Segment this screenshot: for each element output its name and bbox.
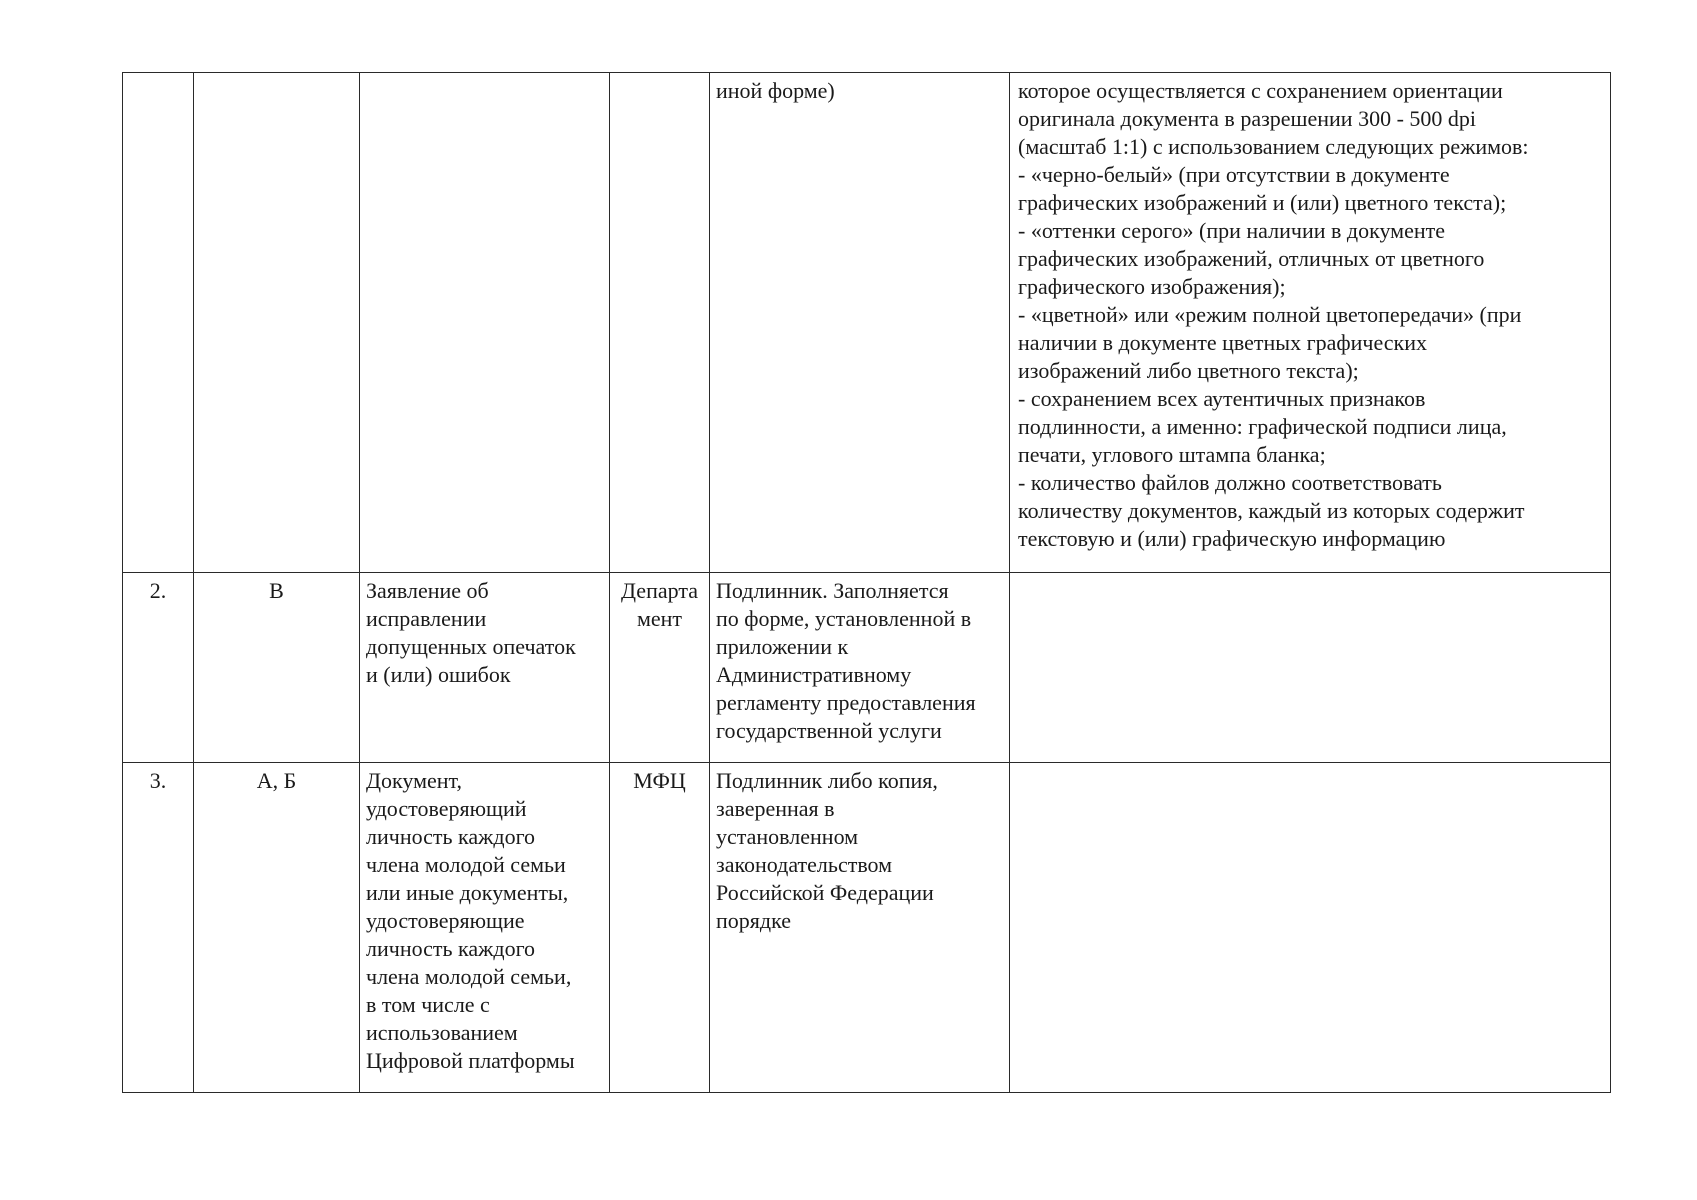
requirements-cell [710,763,1010,1093]
document-name-line: или иные документы, [366,880,569,905]
category-value: В [269,578,284,603]
scan-requirements-line: наличии в документе цветных графических [1018,330,1427,355]
documents-table [122,72,1611,1093]
source-cell [610,763,710,1093]
table-row [123,573,1611,763]
scan-requirements-line: - сохранением всех аутентичных признаков [1018,386,1426,411]
document-name-line: члена молодой семьи [366,852,566,877]
requirements-line: Российской Федерации [716,880,934,905]
document-name-line: исправлении [366,606,487,631]
scan-requirements-line: изображений либо цветного текста); [1018,358,1359,383]
row-number-cell [123,573,194,763]
requirements-line: по форме, установленной в [716,606,972,631]
scan-requirements-line: (масштаб 1:1) с использованием следующих режимов: [1018,134,1529,159]
requirements-cell [710,573,1010,763]
requirements-line: приложении к [716,634,849,659]
category-cell [194,73,360,573]
document-name-line: в том числе с [366,992,490,1017]
scan-requirements-line: - количество файлов должно соответствовать [1018,470,1442,495]
requirements-line: Подлинник. Заполняется [716,578,949,603]
category-cell [194,573,360,763]
source-line: Департа [621,578,698,603]
scan-requirements-cell [1010,573,1611,763]
row-number: 3. [149,768,167,793]
scan-requirements-line: - «цветной» или «режим полной цветопередачи» (при [1018,302,1522,327]
category-cell [194,763,360,1093]
document-name-line: личность каждого [366,824,536,849]
source-line: МФЦ [633,768,686,793]
scan-requirements-line: которое осуществляется с сохранением ориентации [1018,78,1503,103]
document-name-line: допущенных опечаток [366,634,576,659]
scan-requirements-line: текстовую и (или) графическую информацию [1018,526,1446,551]
document-name-line: и (или) ошибок [366,662,511,687]
scan-requirements-line: графических изображений, отличных от цветного [1018,246,1485,271]
document-name-line: Заявление об [366,578,489,603]
document-name-line: Цифровой платформы [366,1048,575,1073]
category-value: А, Б [256,768,297,793]
scan-requirements-line: графического изображения); [1018,274,1286,299]
document-name-cell [360,573,610,763]
requirements-line: регламенту предоставления [716,690,976,715]
requirements-line: государственной услуги [716,718,942,743]
document-name-line: использованием [366,1020,518,1045]
document-name-line: удостоверяющие [366,908,525,933]
scan-requirements-line: подлинности, а именно: графической подписи лица, [1018,414,1507,439]
document-name-line: члена молодой семьи, [366,964,572,989]
requirements-line: Административному [716,662,912,687]
table-row [123,73,1611,573]
document-name-line: удостоверяющий [366,796,527,821]
document-name-line: личность каждого [366,936,536,961]
scan-requirements-line: - «черно-белый» (при отсутствии в документе [1018,162,1450,187]
requirements-cell [710,73,1010,573]
row-number-cell [123,73,194,573]
requirements-line: Подлинник либо копия, [716,768,938,793]
requirements-line: законодательством [716,852,893,877]
scan-requirements-line: - «оттенки серого» (при наличии в документе [1018,218,1446,243]
scan-requirements-cell [1010,763,1611,1093]
document-name-cell [360,763,610,1093]
scan-requirements-line: графических изображений и (или) цветного текста); [1018,190,1507,215]
source-line: мент [636,606,683,631]
scan-requirements-line: печати, углового штампа бланка; [1018,442,1326,467]
scan-requirements-line: оригинала документа в разрешении 300 - 500 dpi [1018,106,1477,131]
source-cell [610,573,710,763]
requirements-line: порядке [716,908,791,933]
source-cell [610,73,710,573]
requirements-line: установленном [716,824,859,849]
requirements-line: иной форме) [716,78,835,103]
document-name-cell [360,73,610,573]
row-number: 2. [149,578,167,603]
table-row [123,763,1611,1093]
scan-requirements-line: количеству документов, каждый из которых содержит [1018,498,1525,523]
document-name-line: Документ, [366,768,463,793]
requirements-line: заверенная в [716,796,835,821]
row-number-cell [123,763,194,1093]
scan-requirements-cell [1010,73,1611,573]
